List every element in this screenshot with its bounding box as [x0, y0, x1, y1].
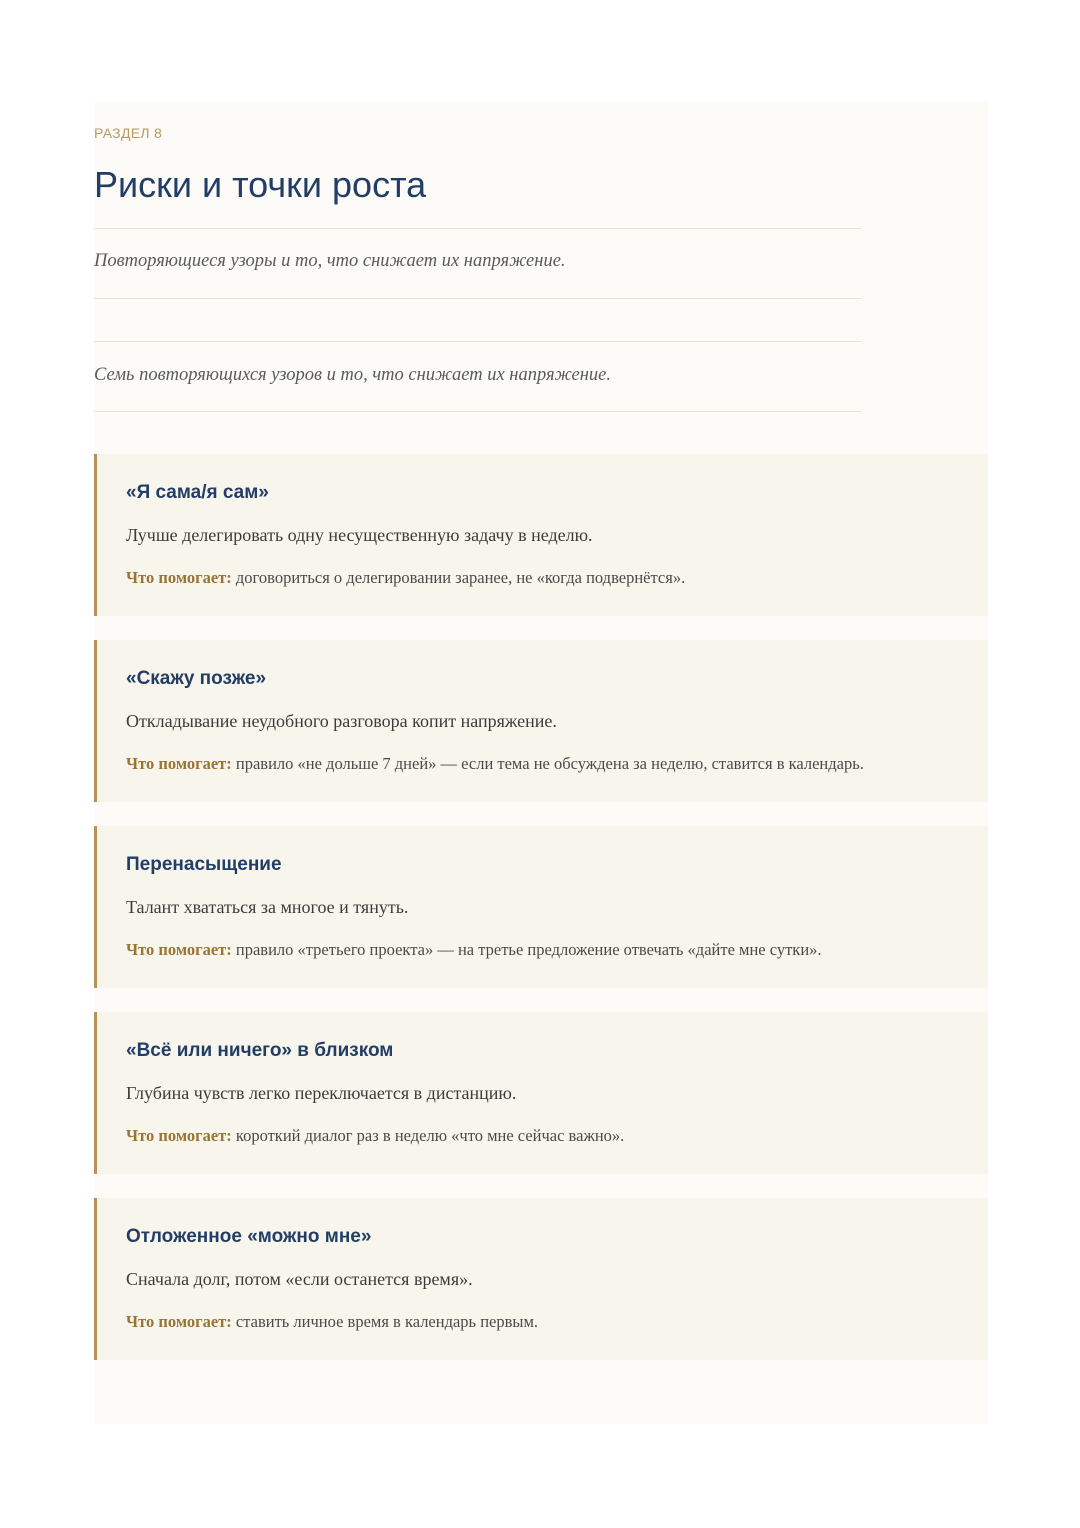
divider [94, 341, 862, 342]
risk-card-description: Сначала долг, потом «если останется время». [126, 1269, 473, 1289]
risk-card-description: Глубина чувств легко переключается в дистанцию. [126, 1083, 517, 1103]
risk-card-title: Отложенное «можно мне» [126, 1226, 372, 1247]
help-text: договориться о делегировании заранее, не «когда подвернётся». [231, 568, 686, 587]
help-label: Что помогает: [126, 1312, 232, 1331]
help-text: ставить личное время в календарь первым. [231, 1312, 539, 1331]
risk-card-help [126, 1126, 624, 1146]
lead-paragraph: Повторяющиеся узоры и то, что снижает их напряжение. [94, 251, 566, 271]
help-text: правило «не дольше 7 дней» — если тема не обсуждена за неделю, ставится в календарь. [231, 754, 864, 773]
divider [94, 298, 862, 299]
help-text: правило «третьего проекта» — на третье предложение отвечать «дайте мне сутки». [231, 940, 822, 959]
risk-card-help [126, 1312, 538, 1332]
risk-card-description: Откладывание неудобного разговора копит напряжение. [126, 711, 557, 731]
section-eyebrow: РАЗДЕЛ 8 [94, 125, 163, 141]
page-title: Риски и точки роста [94, 164, 427, 205]
divider [94, 228, 862, 229]
risk-card-help [126, 940, 822, 960]
risk-card-help [126, 754, 864, 774]
risk-card [94, 640, 988, 802]
risk-card-title: Перенасыщение [126, 854, 282, 875]
risk-card [94, 1198, 988, 1360]
lead-paragraph-secondary: Семь повторяющихся узоров и то, что снижает их напряжение. [94, 365, 612, 385]
risk-card [94, 454, 988, 616]
risk-card-help [126, 568, 685, 588]
help-label: Что помогает: [126, 754, 232, 773]
divider [94, 411, 862, 412]
document-page [94, 102, 988, 1424]
risk-card-description: Лучше делегировать одну несущественную задачу в неделю. [126, 525, 593, 545]
risk-card-description: Талант хвататься за многое и тянуть. [126, 897, 409, 917]
risk-card [94, 1012, 988, 1174]
help-label: Что помогает: [126, 1126, 232, 1145]
help-label: Что помогает: [126, 568, 232, 587]
risk-card [94, 826, 988, 988]
help-text: короткий диалог раз в неделю «что мне сейчас важно». [231, 1126, 625, 1145]
risk-card-title: «Всё или ничего» в близком [126, 1040, 394, 1061]
help-label: Что помогает: [126, 940, 232, 959]
risk-card-title: «Я сама/я сам» [126, 482, 269, 503]
risk-card-title: «Скажу позже» [126, 668, 267, 689]
